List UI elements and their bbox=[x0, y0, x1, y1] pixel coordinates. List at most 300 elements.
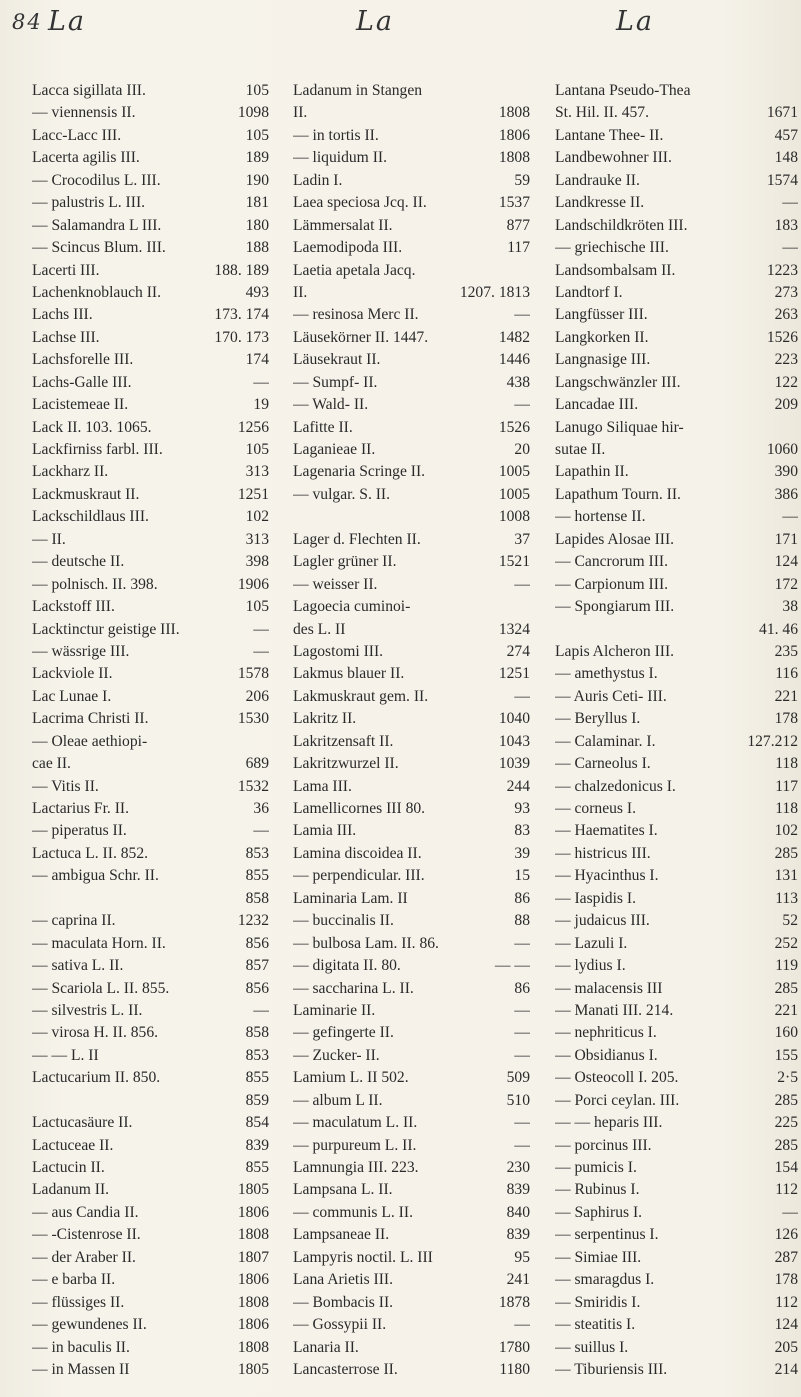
entry-page-refs: — bbox=[514, 396, 530, 414]
entry-term: Lacrima Christi II. bbox=[32, 710, 149, 728]
entry-term: — Scincus Blum. III. bbox=[32, 239, 166, 257]
entry-page-refs: 39 bbox=[514, 844, 530, 862]
index-entry bbox=[32, 506, 269, 528]
entry-term: — piperatus II. bbox=[32, 822, 127, 840]
index-entry bbox=[32, 663, 269, 685]
entry-term: — chalzedonicus I. bbox=[555, 777, 676, 795]
index-entry bbox=[555, 1337, 798, 1359]
entry-term: — purpureum L. II. bbox=[293, 1136, 417, 1154]
entry-term: Lagler grüner II. bbox=[293, 553, 397, 571]
entry-page-refs: 398 bbox=[245, 553, 269, 571]
index-entry bbox=[555, 192, 798, 214]
entry-term: Lämmersalat II. bbox=[293, 216, 393, 234]
entry-term: Ladanum in Stangen bbox=[293, 82, 423, 99]
index-entry bbox=[32, 1314, 269, 1336]
entry-page-refs: 263 bbox=[774, 306, 798, 324]
index-entry bbox=[32, 1269, 269, 1291]
index-entry bbox=[293, 888, 530, 910]
entry-page-refs: 855 bbox=[245, 1069, 269, 1087]
entry-term: Lapides Alosae III. bbox=[555, 530, 675, 548]
index-entry bbox=[32, 574, 269, 596]
index-entry bbox=[293, 215, 530, 237]
entry-page-refs: 15 bbox=[514, 867, 530, 885]
entry-page-refs: 1526 bbox=[766, 328, 798, 346]
index-entry bbox=[293, 147, 530, 169]
entry-page-refs: 438 bbox=[506, 373, 530, 391]
index-entry bbox=[555, 461, 798, 483]
index-entry bbox=[293, 1022, 530, 1044]
index-entry bbox=[32, 1224, 269, 1246]
entry-term: — hortense II. bbox=[555, 508, 646, 526]
entry-term: — deutsche II. bbox=[32, 553, 125, 571]
entry-term: — Hyacinthus I. bbox=[555, 867, 659, 885]
entry-term: Laea speciosa Jcq. II. bbox=[293, 194, 427, 212]
index-entry bbox=[293, 1112, 530, 1134]
page-number: 84 bbox=[12, 10, 43, 34]
entry-page-refs: 180 bbox=[245, 216, 269, 234]
entry-term: — Simiae III. bbox=[555, 1248, 642, 1266]
entry-page-refs: 36 bbox=[253, 800, 269, 817]
entry-term: — ambigua Schr. II. bbox=[32, 867, 159, 885]
entry-term: — histricus III. bbox=[555, 844, 651, 862]
index-entry bbox=[555, 1022, 798, 1044]
entry-term: — liquidum II. bbox=[293, 149, 387, 167]
entry-term: — Osteocoll I. 205. bbox=[555, 1069, 679, 1087]
index-entry bbox=[32, 978, 269, 1000]
entry-page-refs: 1806 bbox=[237, 1271, 269, 1289]
entry-page-refs: — bbox=[514, 934, 530, 952]
entry-page-refs: 1060 bbox=[766, 441, 798, 458]
index-entry bbox=[555, 776, 798, 798]
index-entry bbox=[32, 102, 269, 124]
entry-page-refs: 124 bbox=[774, 553, 798, 571]
entry-term: sutae II. bbox=[555, 441, 606, 458]
entry-page-refs: 86 bbox=[514, 889, 530, 907]
index-entry bbox=[555, 125, 798, 147]
page-header bbox=[0, 6, 801, 46]
entry-page-refs: 855 bbox=[245, 867, 269, 885]
entry-page-refs: 1878 bbox=[498, 1293, 530, 1311]
entry-page-refs: 877 bbox=[506, 216, 530, 234]
entry-term: — saccharina L. II. bbox=[293, 979, 414, 997]
entry-page-refs: 170. 173 bbox=[214, 328, 269, 346]
index-entry bbox=[32, 888, 269, 910]
entry-page-refs: 1251 bbox=[237, 485, 269, 503]
entry-term: — Vitis II. bbox=[32, 777, 99, 795]
entry-term: Lamellicornes III 80. bbox=[293, 800, 426, 817]
entry-term: — Saphirus I. bbox=[555, 1203, 643, 1221]
entry-term: — II. bbox=[32, 530, 66, 548]
entry-page-refs: 274 bbox=[506, 642, 530, 660]
index-entry bbox=[32, 80, 269, 102]
entry-term: — flüssiges II. bbox=[32, 1293, 125, 1311]
entry-term: — bulbosa Lam. II. 86. bbox=[293, 934, 439, 952]
entry-page-refs: 183 bbox=[774, 216, 798, 234]
entry-term: Landschildkröten III. bbox=[555, 216, 688, 234]
index-entry bbox=[555, 978, 798, 1000]
entry-page-refs: 117 bbox=[507, 239, 530, 257]
entry-term bbox=[293, 506, 495, 528]
entry-term: Lanaria II. bbox=[293, 1338, 359, 1356]
index-entry bbox=[32, 282, 269, 304]
entry-page-refs: 1482 bbox=[498, 328, 530, 346]
index-entry bbox=[555, 820, 798, 842]
index-entry bbox=[32, 192, 269, 214]
entry-term: Lana Arietis III. bbox=[293, 1271, 394, 1289]
index-entry bbox=[32, 304, 269, 326]
entry-page-refs: 858 bbox=[245, 889, 269, 907]
entry-page-refs bbox=[265, 731, 269, 753]
entry-page-refs: 285 bbox=[774, 1091, 798, 1109]
index-entry bbox=[293, 731, 530, 753]
entry-term: Langschwänzler III. bbox=[555, 373, 681, 391]
index-entry bbox=[555, 731, 798, 753]
entry-term: Laminaria Lam. II bbox=[293, 889, 408, 907]
entry-page-refs: — bbox=[253, 642, 269, 660]
index-entry bbox=[32, 686, 269, 708]
index-entry bbox=[555, 147, 798, 169]
index-entry bbox=[555, 574, 798, 596]
entry-page-refs: 1005 bbox=[498, 463, 530, 481]
entry-page-refs: 1256 bbox=[237, 418, 269, 436]
index-entry bbox=[555, 1112, 798, 1134]
index-entry bbox=[32, 215, 269, 237]
index-entry bbox=[32, 417, 269, 439]
index-entry bbox=[555, 1247, 798, 1269]
entry-page-refs: 19 bbox=[253, 396, 269, 414]
entry-page-refs: — bbox=[253, 620, 269, 638]
index-entry bbox=[555, 102, 798, 124]
index-entry bbox=[555, 215, 798, 237]
entry-term: — Calaminar. I. bbox=[555, 732, 656, 750]
entry-page-refs: 1808 bbox=[237, 1338, 269, 1356]
entry-page-refs: 1232 bbox=[237, 912, 269, 930]
entry-term: — Wald- II. bbox=[293, 396, 369, 414]
entry-page-refs: 1039 bbox=[498, 755, 530, 773]
index-entry bbox=[293, 1269, 530, 1291]
index-entry bbox=[32, 1045, 269, 1067]
entry-page-refs: 1808 bbox=[237, 1293, 269, 1311]
entry-term: Lack II. 103. 1065. bbox=[32, 418, 152, 436]
index-entry bbox=[293, 1157, 530, 1179]
entry-page-refs: 839 bbox=[506, 1181, 530, 1199]
index-entry bbox=[293, 1135, 530, 1157]
entry-term: — silvestris L. II. bbox=[32, 1001, 143, 1019]
entry-page-refs: 188. 189 bbox=[214, 261, 269, 279]
entry-page-refs: 41. 46 bbox=[759, 620, 798, 638]
index-entry bbox=[293, 910, 530, 932]
entry-page-refs: 1806 bbox=[237, 1316, 269, 1334]
index-entry bbox=[293, 798, 530, 820]
entry-page-refs: 839 bbox=[245, 1136, 269, 1154]
entry-term: — in Massen II bbox=[32, 1360, 130, 1378]
index-entry bbox=[32, 1000, 269, 1022]
index-entry bbox=[32, 237, 269, 259]
entry-term: Lactuceae II. bbox=[32, 1136, 114, 1154]
entry-term: Lachs III. bbox=[32, 306, 93, 324]
entry-term: — album L II. bbox=[293, 1091, 383, 1109]
entry-term: — -Cistenrose II. bbox=[32, 1226, 141, 1244]
entry-page-refs: 88 bbox=[514, 912, 530, 930]
entry-page-refs: 840 bbox=[506, 1203, 530, 1221]
entry-page-refs: 1808 bbox=[237, 1226, 269, 1244]
entry-term: Lactucasäure II. bbox=[32, 1114, 133, 1132]
entry-page-refs: — bbox=[514, 306, 530, 324]
entry-term: — — heparis III. bbox=[555, 1114, 663, 1132]
entry-page-refs: 855 bbox=[245, 1159, 269, 1176]
entry-page-refs: 52 bbox=[782, 912, 798, 930]
entry-term: — suillus I. bbox=[555, 1338, 629, 1356]
index-entry bbox=[293, 708, 530, 730]
entry-term: — Crocodilus L. III. bbox=[32, 171, 161, 189]
entry-page-refs: — bbox=[782, 239, 798, 257]
entry-term: Lackstoff III. bbox=[32, 598, 115, 616]
entry-page-refs: 190 bbox=[245, 171, 269, 189]
index-entry bbox=[32, 484, 269, 506]
entry-term: Lampyris noctil. L. III bbox=[293, 1248, 433, 1266]
entry-page-refs: 858 bbox=[245, 1024, 269, 1042]
index-entry bbox=[32, 372, 269, 394]
index-entry bbox=[32, 933, 269, 955]
index-entry bbox=[32, 461, 269, 483]
entry-term: — porcinus III. bbox=[555, 1136, 652, 1154]
index-entry bbox=[293, 170, 530, 192]
entry-page-refs: — bbox=[514, 1046, 530, 1064]
entry-term: Lapathum Tourn. II. bbox=[555, 485, 681, 503]
entry-term: Lacktinctur geistige III. bbox=[32, 620, 180, 638]
entry-page-refs: 285 bbox=[774, 1136, 798, 1154]
index-entry bbox=[293, 1090, 530, 1112]
index-entry bbox=[32, 619, 269, 641]
entry-page-refs: 1223 bbox=[766, 261, 798, 279]
entry-term: — nephriticus I. bbox=[555, 1024, 657, 1042]
index-entry bbox=[32, 798, 269, 820]
index-entry bbox=[293, 753, 530, 775]
entry-page-refs: 1040 bbox=[498, 710, 530, 728]
entry-page-refs: 1532 bbox=[237, 777, 269, 795]
entry-term: Lachsforelle III. bbox=[32, 351, 134, 369]
index-column-middle bbox=[293, 80, 530, 1381]
entry-page-refs: 127.212 bbox=[747, 732, 798, 750]
entry-term: Lacca sigillata III. bbox=[32, 82, 146, 99]
entry-page-refs: 285 bbox=[774, 979, 798, 997]
entry-page-refs: 105 bbox=[245, 441, 269, 458]
index-entry bbox=[555, 1179, 798, 1201]
entry-term: Lampsaneae II. bbox=[293, 1226, 390, 1244]
entry-page-refs: — bbox=[514, 1316, 530, 1334]
entry-term: — Zucker- II. bbox=[293, 1046, 380, 1064]
entry-page-refs: 37 bbox=[514, 530, 530, 548]
entry-page-refs: 313 bbox=[245, 463, 269, 481]
entry-term: Ladanum II. bbox=[32, 1181, 110, 1199]
entry-page-refs: 1807 bbox=[237, 1248, 269, 1266]
entry-page-refs: 181 bbox=[245, 194, 269, 212]
entry-page-refs: 390 bbox=[774, 463, 798, 481]
index-entry bbox=[555, 372, 798, 394]
index-entry bbox=[555, 260, 798, 282]
index-entry bbox=[293, 978, 530, 1000]
entry-page-refs: 287 bbox=[774, 1248, 798, 1266]
index-entry bbox=[293, 125, 530, 147]
entry-page-refs: 188 bbox=[245, 239, 269, 257]
entry-term: Lachs-Galle III. bbox=[32, 373, 132, 391]
entry-page-refs: — bbox=[782, 194, 798, 212]
entry-page-refs: 1805 bbox=[237, 1360, 269, 1378]
entry-term: — buccinalis II. bbox=[293, 912, 394, 930]
index-entry bbox=[32, 1112, 269, 1134]
entry-page-refs: — bbox=[514, 687, 530, 705]
entry-term: — Salamandra L III. bbox=[32, 216, 162, 234]
entry-term: Lampsana L. II. bbox=[293, 1181, 393, 1199]
entry-page-refs: 273 bbox=[774, 283, 798, 301]
entry-page-refs: 1530 bbox=[237, 710, 269, 728]
entry-term: — Lazuli I. bbox=[555, 934, 628, 952]
index-entry bbox=[555, 910, 798, 932]
entry-page-refs: — bbox=[514, 1136, 530, 1154]
entry-term: — Porci ceylan. III. bbox=[555, 1091, 680, 1109]
entry-term: — weisser II. bbox=[293, 575, 378, 593]
entry-page-refs: 1521 bbox=[498, 553, 530, 571]
entry-term: — — L. II bbox=[32, 1046, 99, 1064]
entry-page-refs: 1324 bbox=[498, 620, 530, 638]
entry-page-refs: 1008 bbox=[498, 508, 530, 526]
entry-page-refs: 1207. 1813 bbox=[459, 283, 530, 301]
index-entry bbox=[32, 1179, 269, 1201]
entry-term: — resinosa Merc II. bbox=[293, 306, 419, 324]
entry-term: Lackharz II. bbox=[32, 463, 109, 481]
index-entry bbox=[32, 731, 269, 753]
entry-term: des L. II bbox=[293, 620, 346, 638]
index-entry bbox=[555, 1067, 798, 1089]
entry-page-refs: 1526 bbox=[498, 418, 530, 436]
entry-page-refs: 1806 bbox=[237, 1203, 269, 1221]
index-entry bbox=[555, 506, 798, 528]
index-entry bbox=[555, 1202, 798, 1224]
entry-page-refs: 126 bbox=[774, 1226, 798, 1244]
index-entry bbox=[32, 147, 269, 169]
entry-term: Langkorken II. bbox=[555, 328, 649, 346]
entry-page-refs: — bbox=[782, 1203, 798, 1221]
index-entry bbox=[32, 1067, 269, 1089]
entry-page-refs bbox=[526, 80, 530, 102]
entry-page-refs: 206 bbox=[245, 687, 269, 705]
entry-term: Lackschildlaus III. bbox=[32, 508, 149, 526]
index-entry bbox=[293, 641, 530, 663]
index-entry bbox=[293, 80, 530, 102]
index-entry bbox=[555, 394, 798, 416]
entry-term: — amethystus I. bbox=[555, 665, 658, 683]
entry-page-refs: 102 bbox=[774, 822, 798, 840]
index-entry bbox=[555, 1157, 798, 1179]
entry-page-refs: 155 bbox=[774, 1046, 798, 1064]
entry-page-refs: 1043 bbox=[498, 732, 530, 750]
index-entry bbox=[555, 484, 798, 506]
index-entry bbox=[293, 1045, 530, 1067]
entry-page-refs: 853 bbox=[245, 1046, 269, 1064]
entry-page-refs: — bbox=[253, 1001, 269, 1019]
index-entry bbox=[293, 439, 530, 461]
index-entry bbox=[555, 798, 798, 820]
entry-term: — Scariola L. II. 855. bbox=[32, 979, 170, 997]
index-entry bbox=[555, 596, 798, 618]
index-entry bbox=[555, 1045, 798, 1067]
entry-term: Lamium L. II 502. bbox=[293, 1069, 409, 1087]
entry-page-refs: 205 bbox=[774, 1338, 798, 1356]
entry-term: Langfüsser III. bbox=[555, 306, 648, 324]
entry-page-refs: 2·5 bbox=[777, 1069, 798, 1087]
entry-page-refs bbox=[794, 417, 798, 439]
entry-page-refs: 510 bbox=[506, 1091, 530, 1109]
index-entry bbox=[293, 237, 530, 259]
index-entry bbox=[32, 820, 269, 842]
entry-term: Lactarius Fr. II. bbox=[32, 800, 129, 817]
entry-page-refs: 174 bbox=[245, 351, 269, 369]
entry-term: Läusekörner II. 1447. bbox=[293, 328, 429, 346]
entry-page-refs: 252 bbox=[774, 934, 798, 952]
entry-term: — sativa L. II. bbox=[32, 957, 124, 975]
entry-term bbox=[32, 1090, 242, 1112]
index-entry bbox=[293, 1202, 530, 1224]
entry-term: Lachenknoblauch II. bbox=[32, 283, 162, 301]
entry-page-refs: 119 bbox=[775, 957, 798, 975]
entry-term: Lakmuskraut gem. II. bbox=[293, 687, 429, 705]
entry-page-refs: — bbox=[514, 1024, 530, 1042]
entry-page-refs: 285 bbox=[774, 844, 798, 862]
index-entry bbox=[555, 888, 798, 910]
index-entry bbox=[293, 461, 530, 483]
index-entry bbox=[555, 529, 798, 551]
entry-term: — corneus I. bbox=[555, 800, 636, 817]
index-entry bbox=[293, 1179, 530, 1201]
index-entry bbox=[555, 282, 798, 304]
entry-term: Lacerta agilis III. bbox=[32, 149, 140, 167]
entry-page-refs: 113 bbox=[775, 889, 798, 907]
index-entry bbox=[555, 1135, 798, 1157]
entry-term bbox=[32, 888, 242, 910]
entry-page-refs: 1005 bbox=[498, 485, 530, 503]
header-right-guide-word: La bbox=[616, 6, 655, 37]
entry-term: Laganieae II. bbox=[293, 441, 376, 458]
entry-page-refs: — — bbox=[494, 957, 530, 975]
index-entry bbox=[293, 327, 530, 349]
entry-term: — vulgar. S. II. bbox=[293, 485, 391, 503]
entry-term: — wässrige III. bbox=[32, 642, 130, 660]
entry-term: Landtorf I. bbox=[555, 283, 623, 301]
entry-page-refs: 509 bbox=[506, 1069, 530, 1087]
index-entry bbox=[32, 394, 269, 416]
entry-term: Lakritzwurzel II. bbox=[293, 755, 399, 773]
entry-term: — perpendicular. III. bbox=[293, 867, 425, 885]
index-entry bbox=[293, 484, 530, 506]
index-entry bbox=[293, 865, 530, 887]
index-entry bbox=[293, 282, 530, 304]
index-entry bbox=[293, 372, 530, 394]
entry-term: Lager d. Flechten II. bbox=[293, 530, 421, 548]
entry-page-refs: 1780 bbox=[498, 1338, 530, 1356]
entry-page-refs bbox=[794, 80, 798, 102]
entry-page-refs: 854 bbox=[245, 1114, 269, 1132]
index-entry bbox=[32, 170, 269, 192]
entry-term: Laminarie II. bbox=[293, 1001, 376, 1019]
entry-page-refs: 105 bbox=[245, 126, 269, 144]
index-entry bbox=[555, 955, 798, 977]
entry-term: — in baculis II. bbox=[32, 1338, 130, 1356]
entry-page-refs: 1098 bbox=[237, 104, 269, 122]
entry-term: — in tortis II. bbox=[293, 126, 379, 144]
entry-term: — der Araber II. bbox=[32, 1248, 136, 1266]
entry-page-refs: 105 bbox=[245, 598, 269, 616]
entry-page-refs: 173. 174 bbox=[214, 306, 269, 324]
